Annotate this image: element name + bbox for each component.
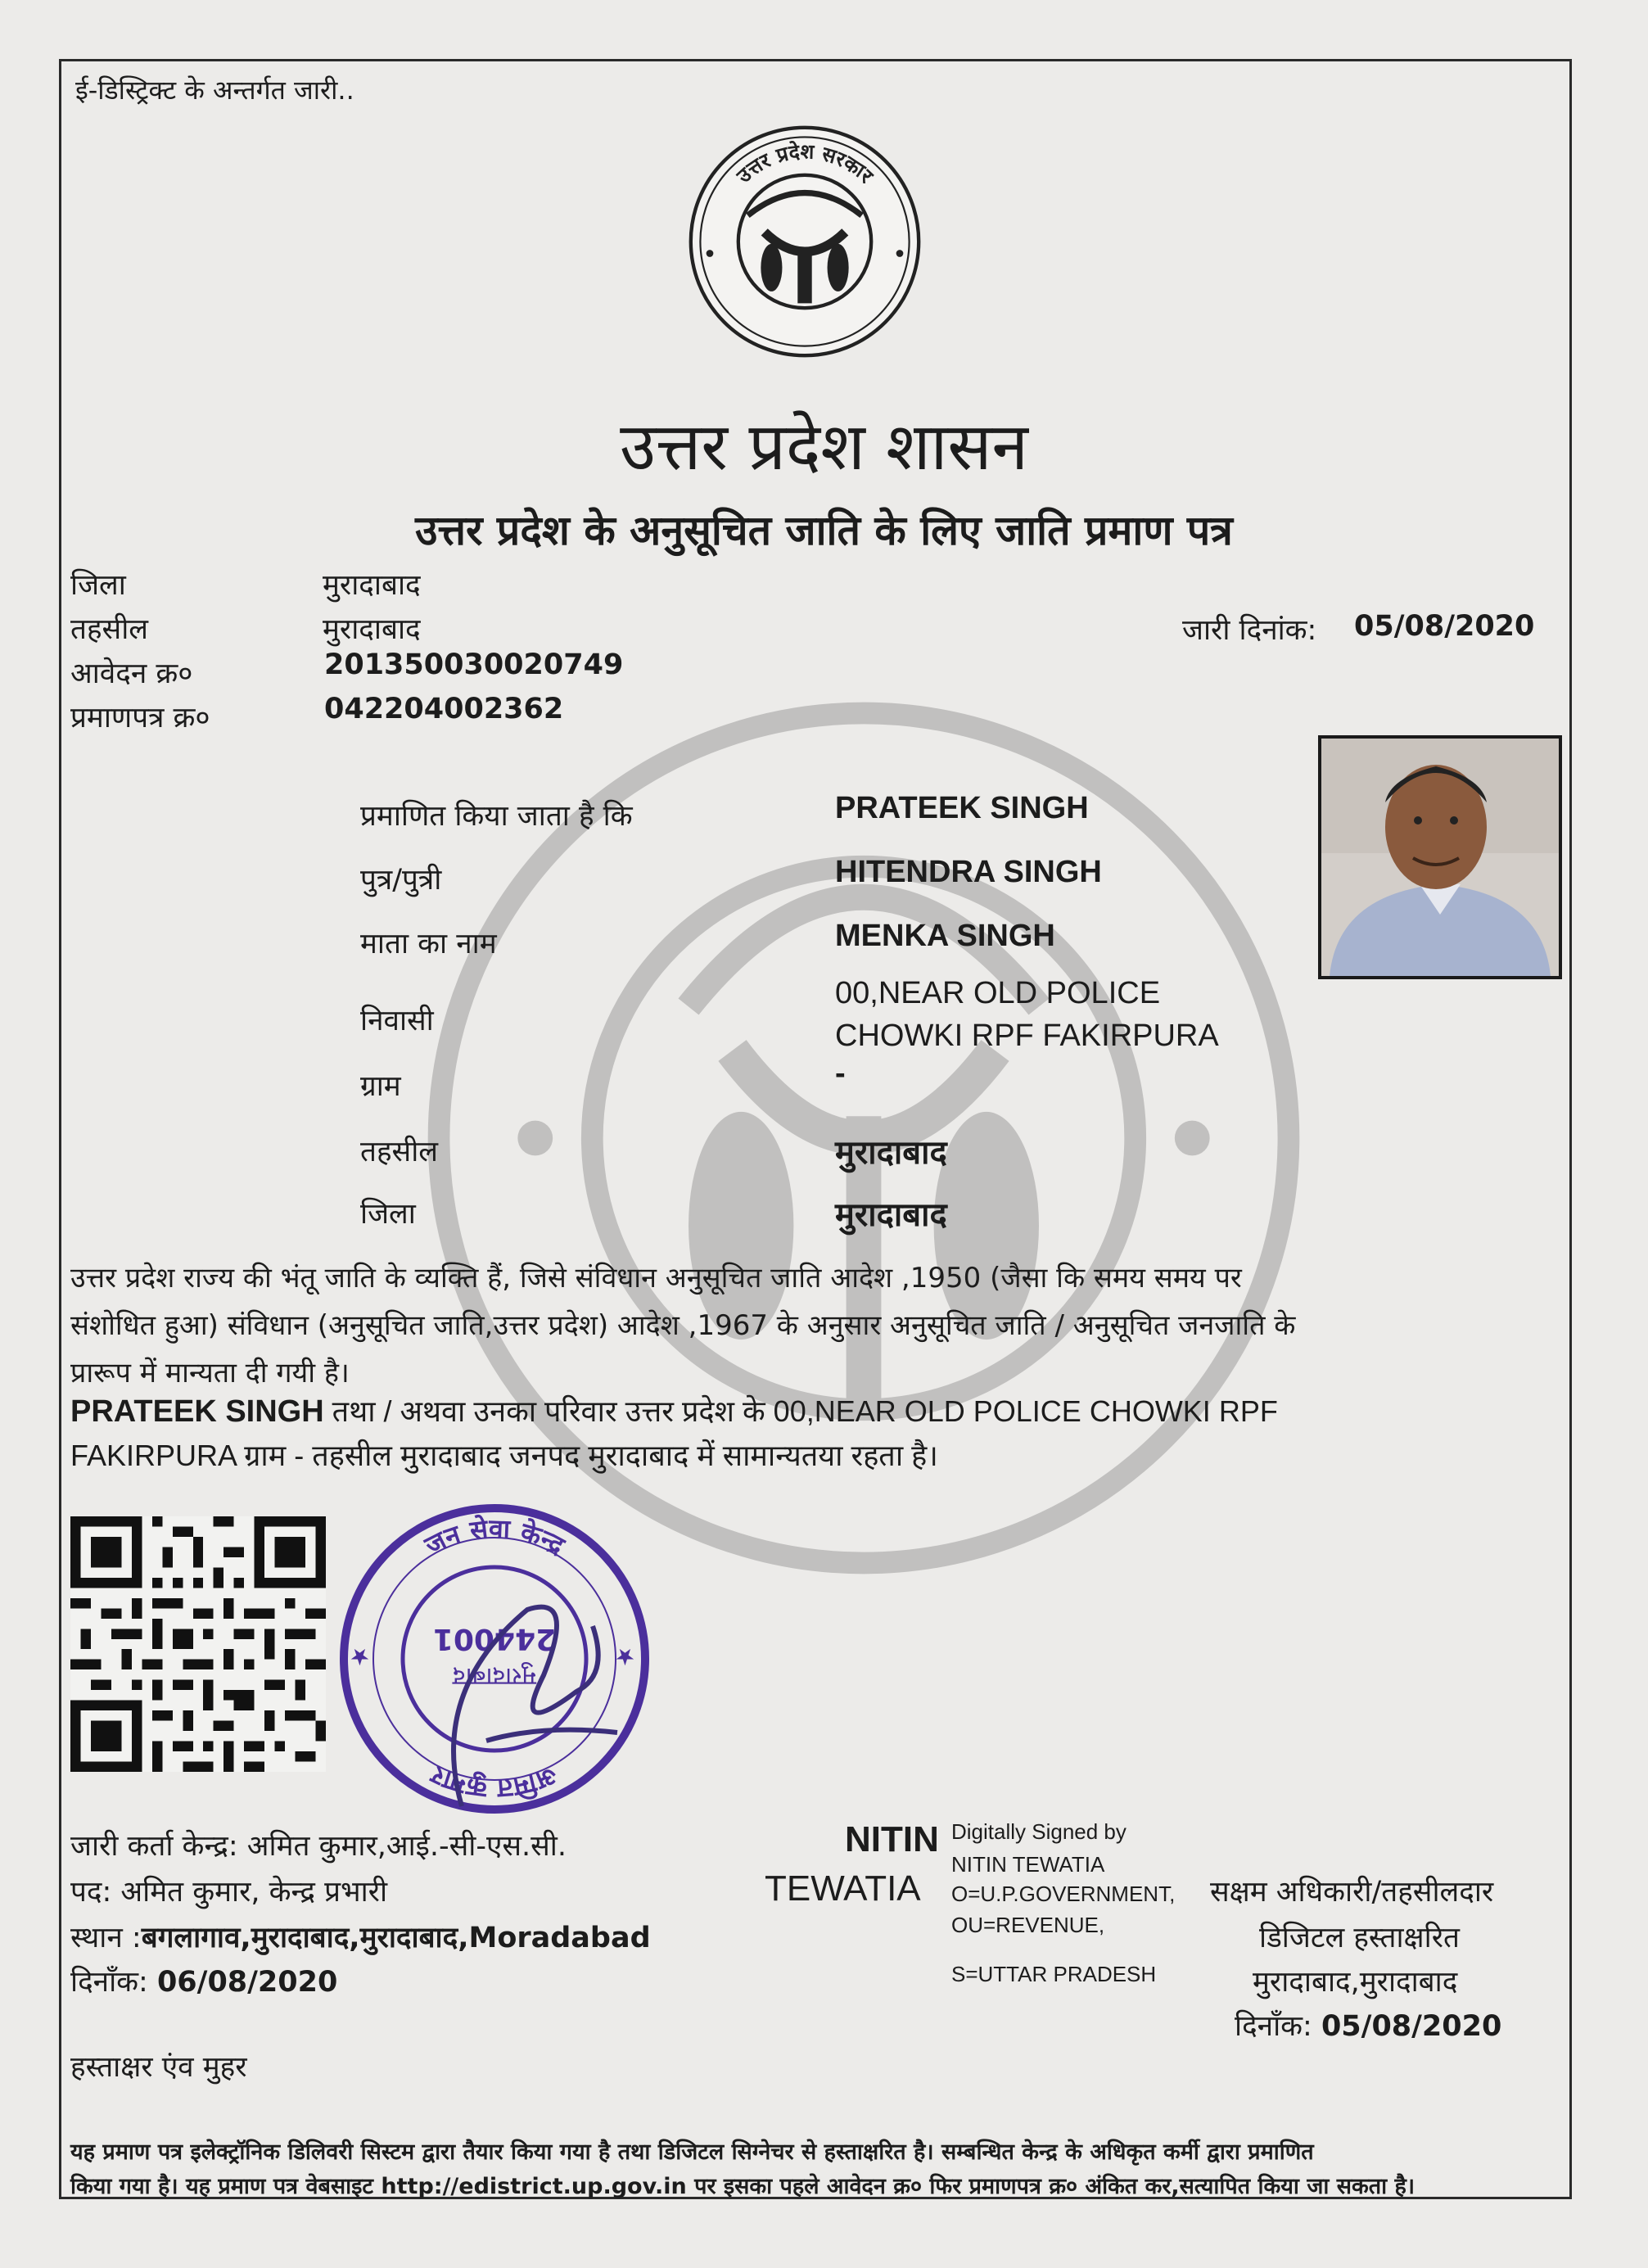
stamp-top-text: अमित कुमार bbox=[426, 1760, 562, 1805]
issuer-centre-value: अमित कुमार,आई.-सी-एस.सी. bbox=[246, 1830, 567, 1863]
resident-label: निवासी bbox=[360, 1005, 434, 1037]
issuer-post: पद: अमित कुमार, केन्द्र प्रभारी bbox=[70, 1876, 388, 1909]
signature-line-1: Digitally Signed by bbox=[951, 1819, 1127, 1844]
parent-label: पुत्र/पुत्री bbox=[360, 864, 442, 897]
official-stamp bbox=[331, 1495, 658, 1823]
authority-signed: डिजिटल हस्ताक्षरित bbox=[1259, 1922, 1460, 1954]
meta-district-label: जिला bbox=[70, 569, 126, 602]
residence-text: तथा / अथवा उनका परिवार उत्तर प्रदेश के 00,NEAR OLD POLICE CHOWKI RPF bbox=[323, 1394, 1278, 1428]
issue-date: 05/08/2020 bbox=[1354, 610, 1535, 643]
authority-date-value: 05/08/2020 bbox=[1321, 2010, 1502, 2043]
up-government-emblem bbox=[686, 123, 923, 360]
government-title: उत्तर प्रदेश शासन bbox=[620, 409, 1028, 485]
authority-date: दिनाँक: 05/08/2020 bbox=[1235, 2010, 1502, 2043]
stamp-bottom-text: जन सेवा केन्द्र bbox=[419, 1512, 570, 1561]
address-line-2: CHOWKI RPF FAKIRPURA bbox=[835, 1019, 1219, 1053]
mother-name: MENKA SINGH bbox=[835, 919, 1055, 953]
mother-label: माता का नाम bbox=[360, 928, 497, 960]
emblem-text: उत्तर प्रदेश सरकार bbox=[731, 139, 878, 188]
body-line-3: प्रारूप में मान्यता दी गयी है। bbox=[70, 1357, 350, 1389]
stamp-middle-text: मुरादाबाद bbox=[452, 1662, 537, 1691]
issuer-date: दिनाँक: 06/08/2020 bbox=[70, 1966, 338, 1999]
village-label: ग्राम bbox=[360, 1070, 401, 1103]
residence-line-2: FAKIRPURA ग्राम - तहसील मुरादाबाद जनपद मुरादाबाद में सामान्यतया रहता है। bbox=[70, 1439, 938, 1472]
stamp-pin: 244001 bbox=[432, 1622, 557, 1656]
authority-title: सक्षम अधिकारी/तहसीलदार bbox=[1210, 1876, 1494, 1909]
issuer-centre: जारी कर्ता केन्द्र: अमित कुमार,आई.-सी-एस.सी. bbox=[70, 1830, 567, 1863]
footer-line-2: किया गया है। यह प्रमाण पत्र वेबसाइट http://edistrict.up.gov.in पर इसका पहले आवेदन क्र० फिर प्रमाणपत्र क्र० अंकित कर,सत्यापित किया जा सकता है। bbox=[70, 2174, 1415, 2199]
issue-date-label: जारी दिनांक: bbox=[1182, 614, 1317, 647]
body-line-1: उत्तर प्रदेश राज्य की भंतू जाति के व्यक्ति हैं, जिसे संविधान अनुसूचित जाति आदेश ,1950 (जैसा कि समय समय पर bbox=[70, 1262, 1242, 1294]
detail-district-value: मुरादाबाद bbox=[835, 1196, 947, 1234]
parent-name: HITENDRA SINGH bbox=[835, 855, 1102, 889]
issuer-post-value: अमित कुमार, केन्द्र प्रभारी bbox=[120, 1876, 388, 1909]
signer-name-line-2: TEWATIA bbox=[765, 1868, 921, 1909]
signature-line-3: O=U.P.GOVERNMENT, bbox=[951, 1882, 1176, 1906]
meta-district-value: मुरादाबाद bbox=[323, 569, 421, 602]
residence-line-1 bbox=[70, 1390, 1278, 1430]
footer-line-1: यह प्रमाण पत्र इलेक्ट्रॉनिक डिलिवरी सिस्टम द्वारा तैयार किया गया है तथा डिजिटल सिग्नेचर से हस्ताक्षरित है। सम्बन्धित केन्द्र के अधिकृत कर्मी द्वारा प्रमाणित bbox=[70, 2139, 1314, 2165]
issuer-place-value: बगलागाव,मुरादाबाद,मुरादाबाद,Moradabad bbox=[141, 1922, 651, 1954]
meta-certificate-number: 042204002362 bbox=[324, 693, 564, 725]
svg-text:★: ★ bbox=[614, 1643, 635, 1670]
meta-application-number: 201350030020749 bbox=[324, 648, 624, 681]
meta-tehsil-value: मुरादाबाद bbox=[323, 613, 421, 646]
body-line-2: संशोधित हुआ) संविधान (अनुसूचित जाति,उत्तर प्रदेश) आदेश ,1967 के अनुसार अनुसूचित जाति / अनुसूचित जनजाति के bbox=[70, 1309, 1296, 1342]
signature-seal-label: हस्ताक्षर एंव मुहर bbox=[70, 2051, 247, 2084]
applicant-name: PRATEEK SINGH bbox=[835, 791, 1089, 825]
address-line-1: 00,NEAR OLD POLICE bbox=[835, 976, 1161, 1010]
meta-certificate-label: प्रमाणपत्र क्र० bbox=[70, 702, 210, 734]
issuer-date-value: 06/08/2020 bbox=[156, 1966, 338, 1999]
signer-name-line-1: NITIN bbox=[845, 1819, 939, 1859]
signature-line-5: S=UTTAR PRADESH bbox=[951, 1962, 1157, 1986]
authority-place: मुरादाबाद,मुरादाबाद bbox=[1253, 1966, 1458, 1999]
svg-text:★: ★ bbox=[349, 1643, 370, 1670]
village-value: - bbox=[835, 1056, 846, 1091]
signature-line-4: OU=REVENUE, bbox=[951, 1913, 1105, 1937]
signature-line-2: NITIN TEWATIA bbox=[951, 1852, 1105, 1877]
issuer-place: स्थान :बगलागाव,मुरादाबाद,मुरादाबाद,Moradabad bbox=[70, 1922, 651, 1954]
issued-under-text: ई-डिस्ट्रिक्ट के अन्तर्गत जारी.. bbox=[75, 75, 354, 106]
meta-tehsil-label: तहसील bbox=[70, 613, 148, 646]
detail-district-label: जिला bbox=[360, 1198, 416, 1231]
detail-tehsil-value: मुरादाबाद bbox=[835, 1134, 947, 1172]
certified-label: प्रमाणित किया जाता है कि bbox=[360, 800, 633, 833]
residence-name: PRATEEK SINGH bbox=[70, 1394, 324, 1429]
qr-code bbox=[70, 1516, 326, 1772]
detail-tehsil-label: तहसील bbox=[360, 1136, 438, 1168]
applicant-photo bbox=[1318, 735, 1562, 979]
certificate-title: उत्तर प्रदेश के अनुसूचित जाति के लिए जाति प्रमाण पत्र bbox=[415, 507, 1233, 554]
meta-application-label: आवेदन क्र० bbox=[70, 657, 193, 690]
